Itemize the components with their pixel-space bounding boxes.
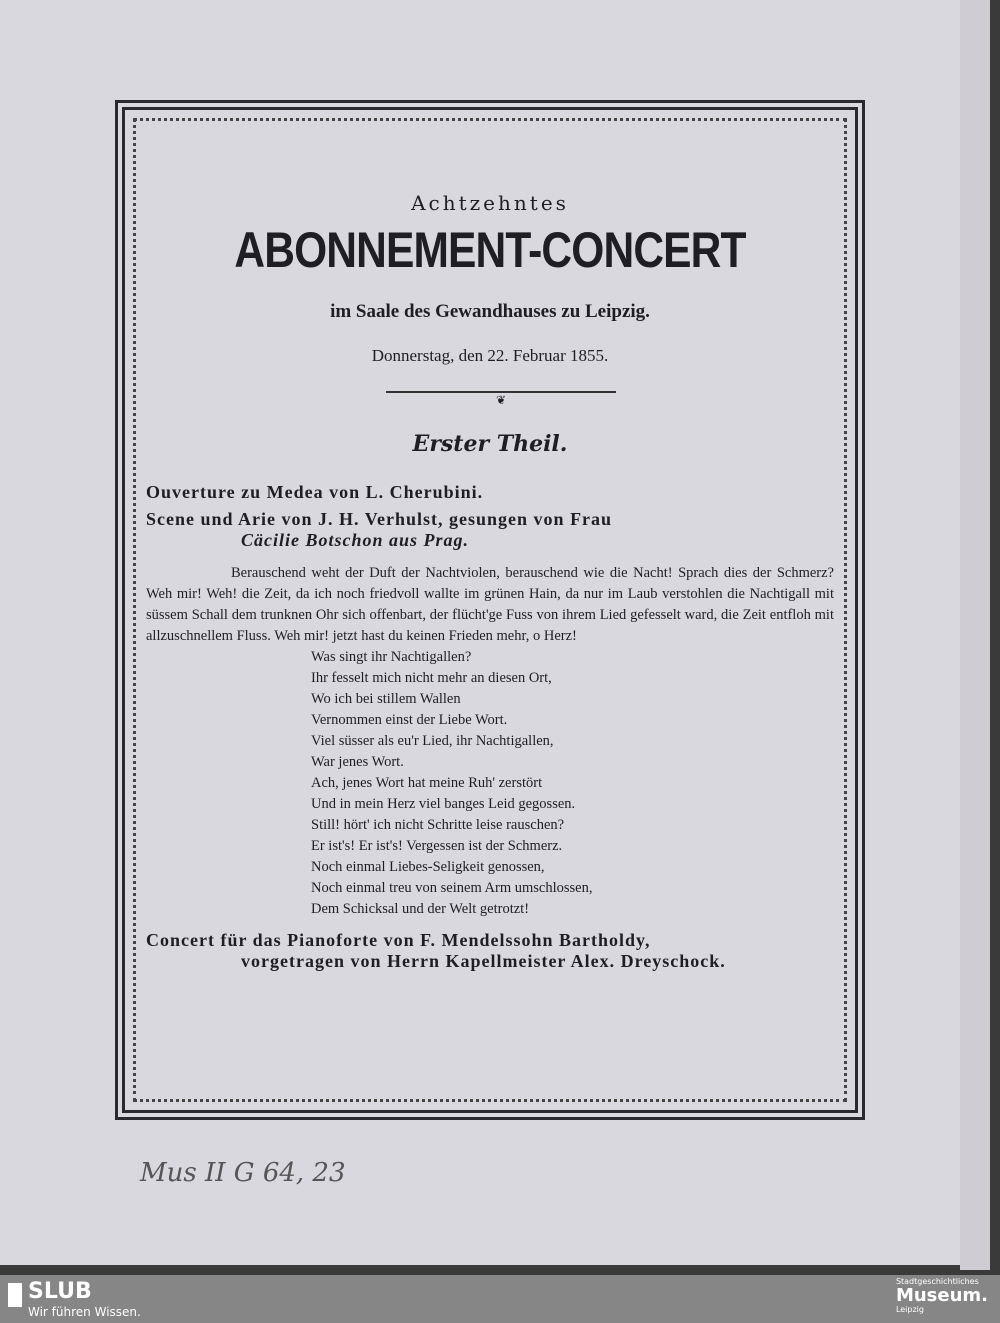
venue: im Saale des Gewandhauses zu Leipzig. xyxy=(330,301,650,322)
partner-city: Leipzig xyxy=(895,1305,924,1314)
ornamental-border xyxy=(115,100,865,1120)
poem-line: Wo ich bei stillem Wallen xyxy=(311,691,461,707)
ordinal: Achtzehntes xyxy=(411,191,569,215)
concert-item: Concert für das Pianoforte von F. Mendelssohn Bartholdy, xyxy=(146,930,651,950)
poem-line: Noch einmal treu von seinem Arm umschlossen, xyxy=(311,880,593,896)
poem-line: Ihr fesselt mich nicht mehr an diesen Ort, xyxy=(311,670,552,686)
partner-top: Stadtgeschichtliches xyxy=(895,1277,979,1286)
poem-line: Dem Schicksal und der Welt getrotzt! xyxy=(311,901,530,917)
poem-line: Still! hört' ich nicht Schritte leise rauschen? xyxy=(311,817,565,833)
program-item-1: Ouverture zu Medea von L. Cherubini. xyxy=(146,482,484,502)
poem-line: Er ist's! Er ist's! Vergessen ist der Schmerz. xyxy=(311,838,563,854)
poem-line: Ach, jenes Wort hat meine Ruh' zerstört xyxy=(311,775,543,791)
concert-performer: vorgetragen von Herrn Kapellmeister Alex. Dreyschock. xyxy=(241,951,726,971)
program-item-2-singer: Cäcilie Botschon aus Prag. xyxy=(241,530,470,550)
partner-name: Museum. xyxy=(895,1285,988,1306)
tagline: Wir führen Wissen. xyxy=(28,1305,141,1319)
partner-logo[interactable] xyxy=(896,1277,988,1315)
poem-line: War jenes Wort. xyxy=(311,754,404,770)
poem-line: Noch einmal Liebes-Seligkeit genossen, xyxy=(311,859,545,875)
slub-logo-icon xyxy=(8,1283,22,1307)
poem-line: Und in mein Herz viel banges Leid gegossen. xyxy=(311,796,576,812)
brand[interactable]: SLUB xyxy=(28,1279,92,1304)
date: Donnerstag, den 22. Februar 1855. xyxy=(371,346,609,365)
section-heading: Erster Theil. xyxy=(412,431,568,457)
poem-line: Vernommen einst der Liebe Wort. xyxy=(311,712,508,728)
poem xyxy=(311,647,834,920)
program-item-2: Scene und Arie von J. H. Verhulst, gesungen von Frau xyxy=(146,509,613,529)
footer-bar xyxy=(0,1275,1000,1323)
prose-text: Berauschend weht der Duft der Nachtviolen, berauschend wie die Nacht! Sprach dies der Schmerz? Weh mir! Weh! die Zeit, da ich noch friedvoll wallte im grünen Hain, da nur im Laub verstohlen die Nachtigall mit süssem Schall dem trunknen Ohr sich offenbart, der flücht'ge Fuss von ihrem Lied gefesselt ward, die Zeit entfloh mit allzuschnellem Fluss. Weh mir! jetzt hast du keinen Frieden mehr, o Herz! xyxy=(146,565,834,644)
ornament-divider: ❦ xyxy=(386,391,616,407)
poem-line: Was singt ihr Nachtigallen? xyxy=(311,649,472,665)
page-edge xyxy=(960,0,990,1270)
poem-line: Viel süsser als eu'r Lied, ihr Nachtigallen, xyxy=(311,733,554,749)
title: ABONNEMENT-CONCERT xyxy=(234,222,746,278)
handwritten-shelfmark: Mus II G 64, 23 xyxy=(140,1158,346,1188)
